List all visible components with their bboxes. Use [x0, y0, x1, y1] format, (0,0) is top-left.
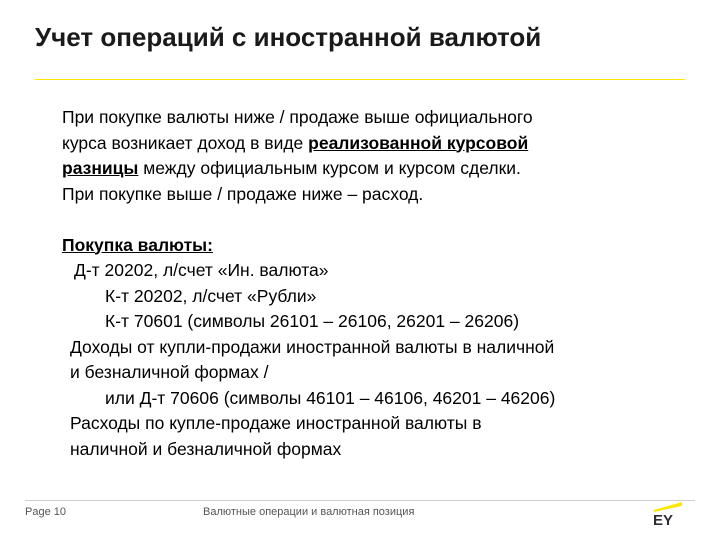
logo-text: EY — [653, 512, 674, 526]
income-line: и безналичной формах / — [70, 362, 269, 382]
footer-divider — [25, 500, 695, 501]
credit-entry: К-т 20202, л/счет «Рубли» — [105, 285, 317, 306]
credit-entry: К-т 70601 (символы 26101 – 26106, 26201 – 26206) — [105, 311, 520, 331]
expense-line: Расходы по купле-продаже иностранной валюты в — [70, 413, 482, 433]
footer-title: Валютные операции и валютная позиция — [203, 506, 415, 518]
spacer — [62, 207, 692, 233]
alternative-entry: или Д-т 70606 (символы 46101 – 46106, 46201 – 46206) — [105, 387, 556, 408]
body-line: При покупке выше / продаже ниже – расход. — [62, 183, 424, 204]
emphasis-term: реализованной курсовой — [308, 132, 529, 153]
title-divider — [35, 79, 685, 80]
debit-entry: Д-т 20202, л/счет «Ин. валюта» — [74, 260, 329, 280]
section-heading: Покупка валюты: — [62, 234, 213, 255]
body-text-span: курса возникает доход в виде — [62, 132, 309, 153]
body-line — [62, 131, 692, 157]
ey-logo-icon — [652, 502, 686, 526]
body-line: При покупке валюты ниже / продаже выше официального — [62, 107, 533, 127]
page-number: Page 10 — [25, 506, 66, 518]
slide-title: Учет операций с иностранной валютой — [35, 22, 542, 52]
emphasis-term: разницы — [62, 158, 139, 178]
body-line — [62, 156, 692, 182]
income-line: Доходы от купли-продажи иностранной валюты в наличной — [70, 336, 555, 357]
expense-line: наличной и безналичной формах — [70, 438, 342, 459]
body-text-span: между официальным курсом и курсом сделки. — [138, 158, 521, 178]
slide-body — [62, 105, 692, 462]
